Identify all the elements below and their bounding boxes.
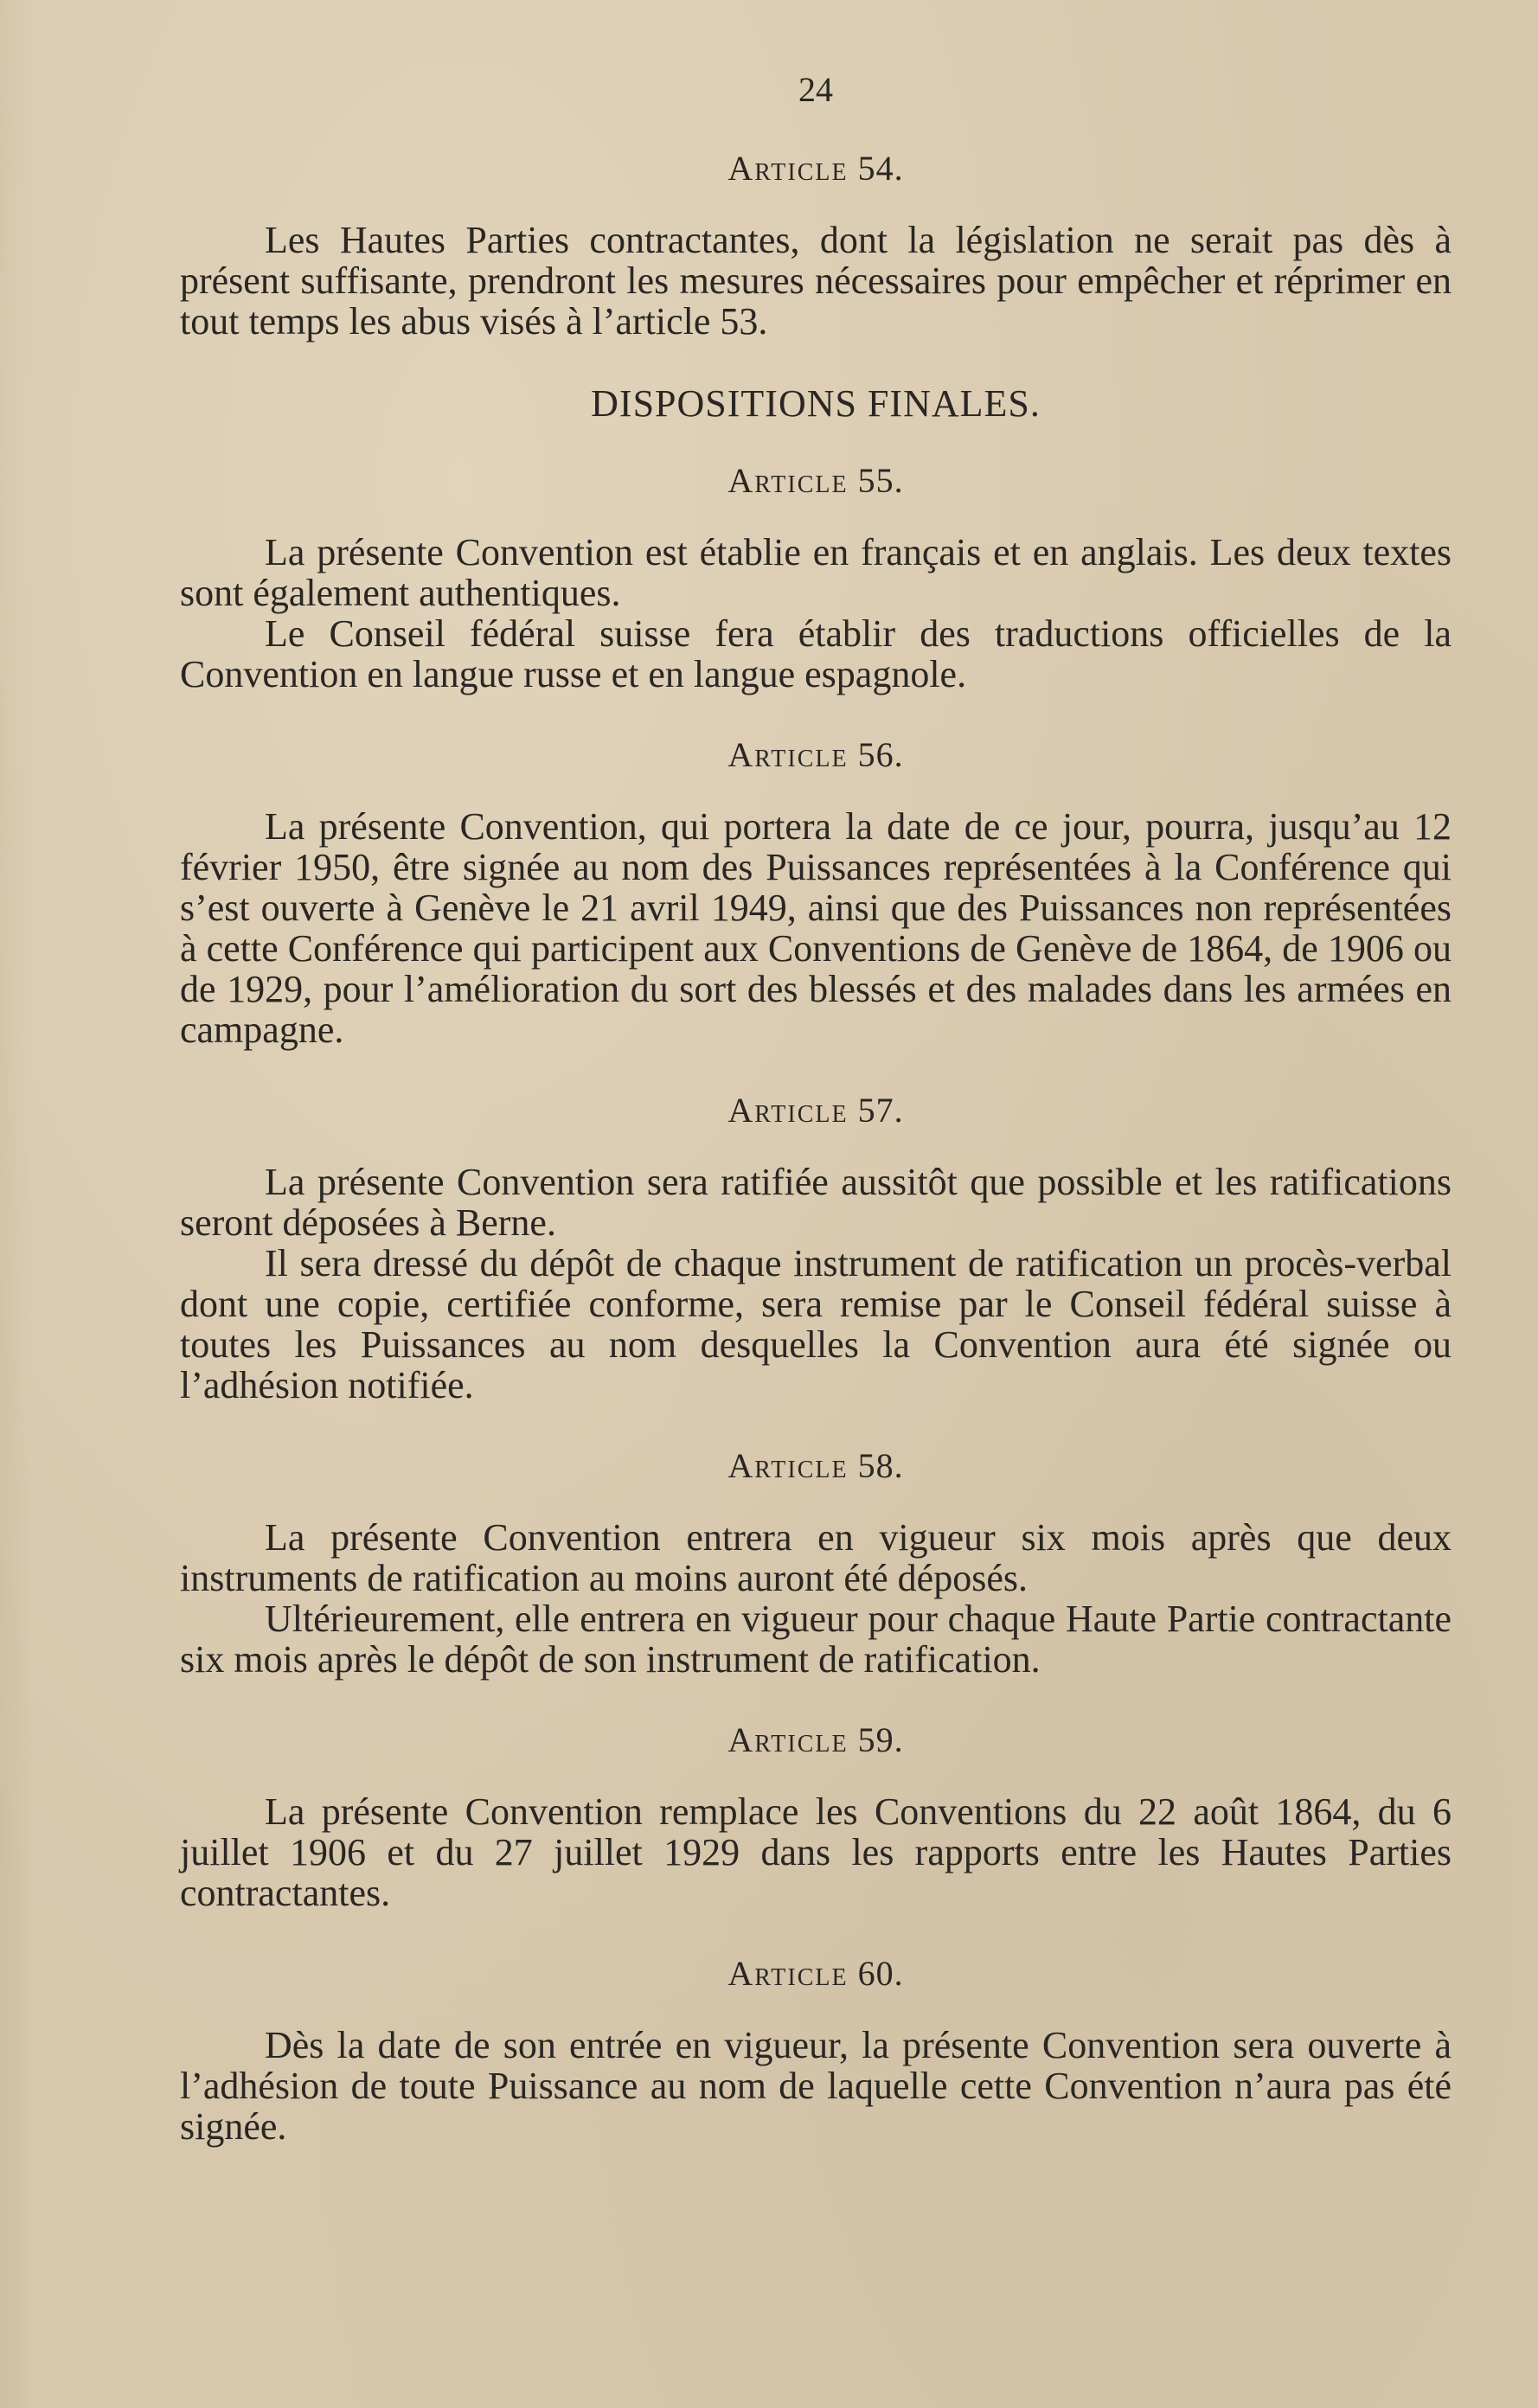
article-block (180, 734, 1451, 1050)
article-paragraph: La présente Convention est établie en français et en anglais. Les deux textes sont également authentiques. (180, 531, 1451, 614)
article-heading-number: 58. (857, 1446, 904, 1485)
article-block (180, 1720, 1451, 1913)
article-heading (180, 1445, 1451, 1486)
article-paragraph: La présente Convention remplace les Conventions du 22 août 1864, du 6 juillet 1906 et du 27 juillet 1929 dans les rapports entre les Hautes Parties contractantes. (180, 1790, 1451, 1914)
article-heading (180, 1953, 1451, 1994)
document-page (180, 69, 1451, 2318)
article-paragraph: Il sera dressé du dépôt de chaque instrument de ratification un procès-verbal dont une copie, certifiée conforme, sera remise par le Conseil fédéral suisse à toutes les Puissances au nom desquelles la Convention aura été signée ou l’adhésion notifiée. (180, 1242, 1451, 1406)
article-paragraph: La présente Convention, qui portera la date de ce jour, pourra, jusqu’au 12 février 1950, être signée au nom des Puissances représentées à la Conférence qui s’est ouverte à Genève le 21 avril 1949, ainsi que des Puissances non représentées à cette Conférence qui participent aux Conventions de Genève de 1864, de 1906 ou de 1929, pour l’amélioration du sort des blessés et des malades dans les armées en campagne. (180, 805, 1451, 1051)
article-paragraph: Dès la date de son entrée en vigueur, la présente Convention sera ouverte à l’adhésion de toute Puissance au nom de laquelle cette Convention n’aura pas été signée. (180, 2024, 1451, 2148)
article-block (180, 1090, 1451, 1406)
article-heading (180, 1090, 1451, 1130)
article-heading (180, 148, 1451, 189)
article-heading-number: 54. (857, 149, 904, 188)
article-heading-number: 55. (857, 461, 904, 500)
article-heading (180, 460, 1451, 501)
page-number: 24 (798, 70, 833, 109)
article-paragraph: Le Conseil fédéral suisse fera établir des traductions officielles de la Convention en langue russe et en langue espagnole. (180, 612, 1451, 695)
articles-before-section (180, 148, 1451, 342)
article-heading-word: Article (727, 1954, 849, 1993)
article-heading-word: Article (727, 461, 849, 500)
article-paragraph: La présente Convention entrera en vigueur six mois après que deux instruments de ratification au moins auront été déposés. (180, 1516, 1451, 1599)
section-title: DISPOSITIONS FINALES. (591, 382, 1041, 425)
article-heading-word: Article (727, 1091, 849, 1130)
article-heading (180, 1720, 1451, 1760)
article-heading-word: Article (727, 1446, 849, 1485)
article-block (180, 1445, 1451, 1680)
article-paragraph: Ultérieurement, elle entrera en vigueur pour chaque Haute Partie contractante six mois après le dépôt de son instrument de ratification. (180, 1598, 1451, 1681)
article-block (180, 148, 1451, 342)
article-heading-number: 59. (857, 1720, 904, 1759)
final-provisions-articles (180, 460, 1451, 2147)
article-heading (180, 734, 1451, 775)
article-block (180, 460, 1451, 695)
article-paragraph: Les Hautes Parties contractantes, dont la législation ne serait pas dès à présent suffisante, prendront les mesures nécessaires pour empêcher et réprimer en tout temps les abus visés à l’article 53. (180, 219, 1451, 343)
article-heading-number: 57. (857, 1091, 904, 1130)
article-heading-word: Article (727, 1720, 849, 1759)
article-block (180, 1953, 1451, 2147)
article-heading-number: 60. (857, 1954, 904, 1993)
article-heading-number: 56. (857, 735, 904, 774)
article-paragraph: La présente Convention sera ratifiée aussitôt que possible et les ratifications seront déposées à Berne. (180, 1161, 1451, 1244)
article-heading-word: Article (727, 735, 849, 774)
article-heading-word: Article (727, 149, 849, 188)
